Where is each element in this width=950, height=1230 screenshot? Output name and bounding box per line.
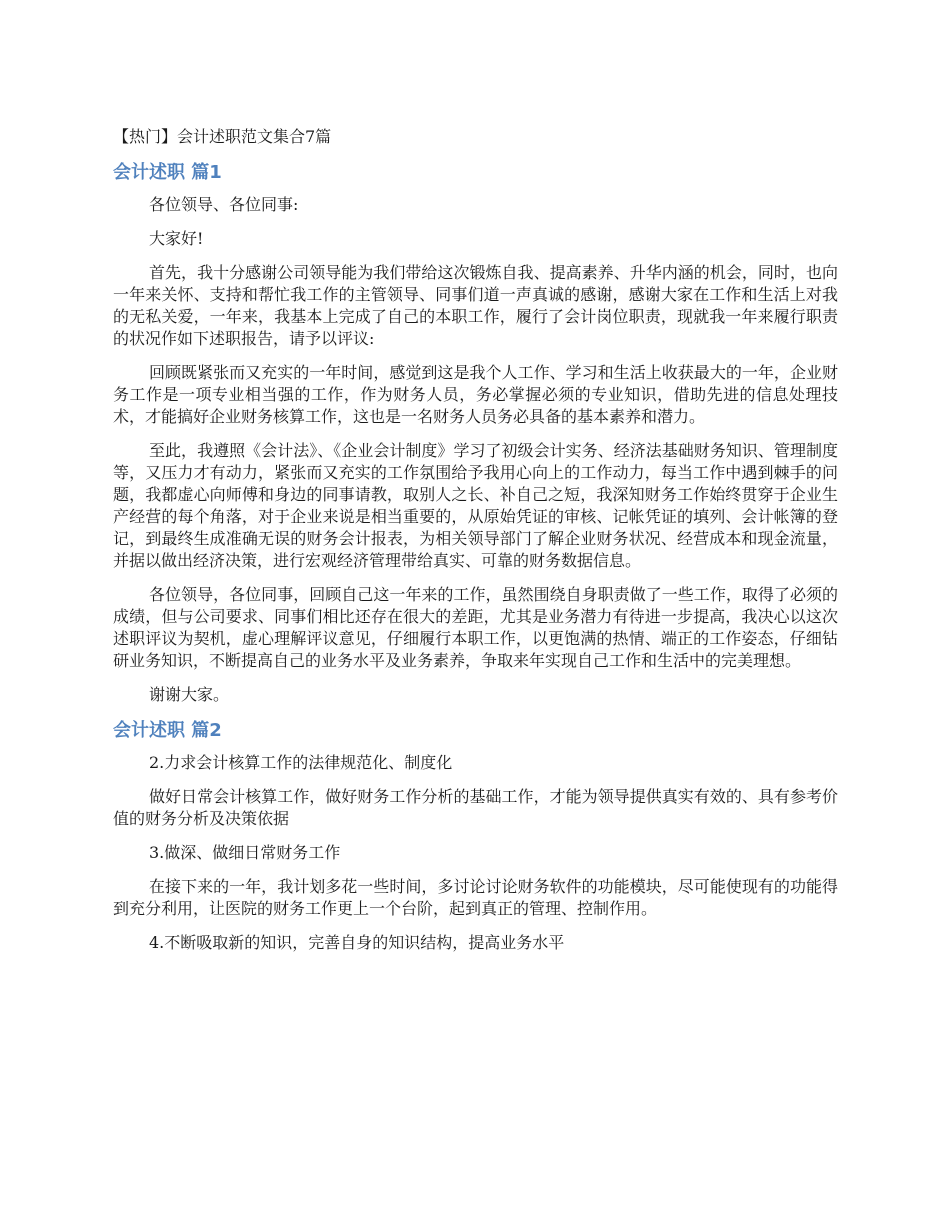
document-title: 【热门】会计述职范文集合7篇: [113, 127, 332, 146]
paragraph: 2.力求会计核算工作的法律规范化、制度化: [149, 753, 453, 772]
paragraph: 3.做深、做细日常财务工作: [149, 843, 341, 862]
paragraph: 谢谢大家。: [149, 685, 230, 704]
paragraph: 回顾既紧张而又充实的一年时间，感觉到这是我个人工作、学习和生活上收获最大的一年，企业财务工作是一项专业相当强的工作，作为财务人员，务必掌握必须的专业知识，借助先进的信息处理技术，才能搞好企业财务核算工作，这也是一名财务人员务必具备的基本素养和潜力。: [113, 363, 838, 426]
section-heading: 会计述职 篇2: [113, 720, 222, 741]
paragraph: 在接下来的一年，我计划多花一些时间，多讨论讨论财务软件的功能模块，尽可能使现有的功能得到充分利用，让医院的财务工作更上一个台阶，起到真正的管理、控制作用。: [113, 877, 838, 918]
paragraph: 各位领导、各位同事:: [149, 195, 299, 214]
paragraph: 做好日常会计核算工作，做好财务工作分析的基础工作，才能为领导提供真实有效的、具有参考价值的财务分析及决策依据: [113, 787, 838, 828]
paragraph: 各位领导，各位同事，回顾自己这一年来的工作，虽然围绕自身职责做了一些工作，取得了必须的成绩，但与公司要求、同事们相比还存在很大的差距，尤其是业务潜力有待进一步提高，我决心以这次述职评议为契机，虚心理解评议意见，仔细履行本职工作，以更饱满的热情、端正的工作姿态，仔细钻研业务知识，不断提高自己的业务水平及业务素养，争取来年实现自己工作和生活中的完美理想。: [113, 585, 838, 670]
paragraph: 首先，我十分感谢公司领导能为我们带给这次锻炼自我、提高素养、升华内涵的机会，同时，也向一年来关怀、支持和帮忙我工作的主管领导、同事们道一声真诚的感谢，感谢大家在工作和生活上对我的无私关爱，一年来，我基本上完成了自己的本职工作，履行了会计岗位职责，现就我一年来履行职责的状况作如下述职报告，请予以评议:: [113, 263, 838, 348]
section-1: [113, 160, 838, 706]
paragraph: 4.不断吸取新的知识，完善自身的知识结构，提高业务水平: [149, 933, 565, 952]
paragraph: 大家好!: [149, 229, 204, 248]
section-heading: 会计述职 篇1: [113, 162, 222, 183]
section-2: [113, 718, 838, 954]
paragraph: 至此，我遵照《会计法》、《企业会计制度》学习了初级会计实务、经济法基础财务知识、管理制度等，又压力才有动力，紧张而又充实的工作氛围给予我用心向上的工作动力，每当工作中遇到棘手的问题，我都虚心向师傅和身边的同事请教，取别人之长、补自己之短，我深知财务工作始终贯穿于企业生产经营的每个角落，对于企业来说是相当重要的，从原始凭证的审核、记帐凭证的填列、会计帐簿的登记，到最终生成准确无误的财务会计报表，为相关领导部门了解企业财务状况、经营成本和现金流量，并据以做出经济决策，进行宏观经济管理带给真实、可靠的财务数据信息。: [113, 441, 838, 570]
